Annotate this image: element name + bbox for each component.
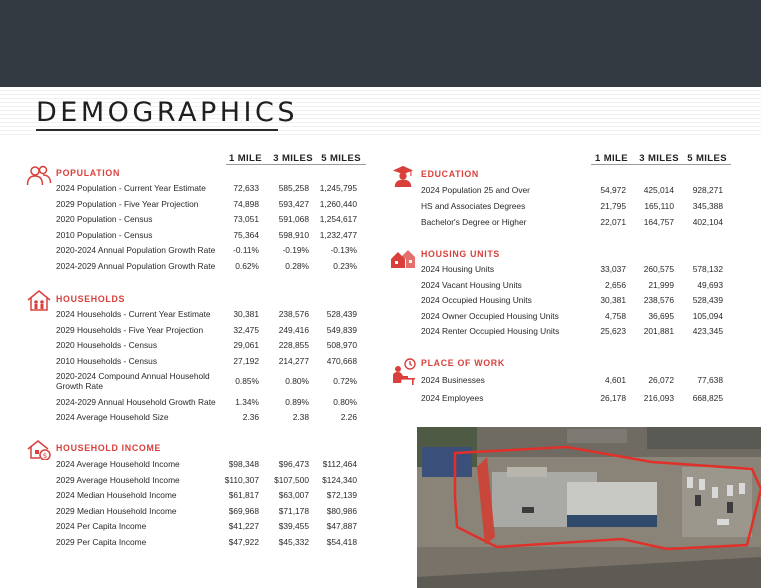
value-v1: 30,381 — [600, 295, 626, 306]
value-v3: 585,258 — [278, 183, 309, 193]
value-v3: $71,178 — [278, 505, 309, 516]
row-label-text: 2024 Renter Occupied Housing Units — [421, 326, 560, 337]
table-row — [56, 521, 357, 536]
value-v1: $98,348 — [228, 459, 259, 469]
table-row — [56, 214, 357, 229]
row-label-text: 2010 Households - Census — [56, 355, 158, 366]
value-v3: 593,427 — [278, 198, 309, 209]
value-v1: 21,795 — [600, 201, 626, 211]
table-row — [421, 264, 723, 279]
value-v3: 26,072 — [648, 375, 674, 385]
row-label-text: 2029 Average Household Income — [56, 474, 180, 485]
value-v5: 1,232,477 — [319, 229, 357, 240]
row-label-text: 2024 Median Household Income — [56, 490, 177, 500]
table-row — [56, 340, 357, 355]
value-v3: 238,576 — [278, 309, 309, 319]
value-v3: $63,007 — [278, 490, 309, 500]
row-label — [56, 261, 215, 271]
value-v5: 0.23% — [333, 261, 357, 271]
row-label — [56, 537, 146, 547]
table-row — [421, 326, 723, 341]
row-label — [421, 295, 532, 305]
houses-icon — [390, 247, 416, 269]
table-row — [421, 393, 723, 408]
value-v3: 165,110 — [644, 201, 674, 211]
value-v3: 228,855 — [278, 340, 309, 350]
value-v5: 578,132 — [692, 264, 723, 274]
graduate-icon — [390, 165, 416, 187]
value-v3: 591,068 — [278, 214, 309, 225]
value-v1: 75,364 — [233, 229, 259, 240]
row-label — [56, 309, 211, 319]
row-label-text: 2029 Per Capita Income — [56, 536, 147, 547]
value-v5: 77,638 — [697, 375, 723, 385]
row-label-text: 2020 Population - Census — [56, 214, 153, 225]
table-row — [56, 325, 357, 340]
col-header-1-mile: 1 MILE — [228, 153, 262, 164]
table-row — [56, 412, 357, 427]
value-v5: 668,825 — [692, 392, 723, 403]
value-v1: 4,758 — [605, 310, 626, 321]
value-v3: 2.38 — [292, 412, 309, 422]
value-v5: 528,439 — [692, 295, 723, 306]
aerial-site-photo — [417, 427, 761, 588]
row-label-text: 2024 Businesses — [421, 375, 485, 385]
value-v1: 0.62% — [235, 261, 259, 271]
col-header-5-miles: 5 MILES — [321, 153, 361, 164]
value-v5: -0.13% — [330, 245, 357, 256]
value-v5: $80,986 — [326, 505, 357, 516]
house-dollar-icon — [26, 438, 52, 460]
row-label — [56, 412, 169, 422]
row-label — [421, 311, 559, 321]
section-title-household-income: HOUSEHOLD INCOME — [56, 443, 162, 453]
table-row — [56, 371, 357, 391]
value-v3: 21,999 — [648, 279, 674, 290]
value-v1: 72,633 — [233, 183, 259, 193]
value-v3: -0.19% — [282, 245, 309, 256]
top-banner — [0, 0, 761, 87]
value-v1: $41,227 — [228, 521, 259, 531]
table-row — [56, 309, 357, 324]
row-label-text: 2024 Housing Units — [421, 264, 495, 274]
row-label-text: 2020-2024 Compound Annual Household — [56, 371, 210, 381]
row-label-text: 2010 Population - Census — [56, 229, 153, 240]
row-label-text: 2024 Per Capita Income — [56, 521, 147, 531]
col-header-3-miles: 3 MILES — [273, 153, 313, 164]
table-row — [56, 475, 357, 490]
value-v3: $39,455 — [278, 521, 309, 531]
table-row — [421, 375, 723, 390]
value-v1: 30,381 — [233, 309, 259, 319]
row-label — [56, 521, 146, 531]
col-header-3-miles-right: 3 MILES — [639, 153, 679, 164]
table-row — [421, 280, 723, 295]
value-v5: 470,668 — [326, 355, 357, 366]
row-label-text-line2: Growth Rate — [56, 381, 104, 391]
section-title-households: HOUSEHOLDS — [56, 294, 126, 304]
page-title: DEMOGRAPHICS — [36, 97, 298, 128]
value-v5: 1,245,795 — [319, 183, 357, 193]
row-label — [56, 371, 210, 391]
value-v5: 49,693 — [697, 279, 723, 290]
value-v5: 928,271 — [692, 185, 723, 195]
section-title-place-of-work: PLACE OF WORK — [421, 358, 505, 368]
value-v1: 22,071 — [600, 217, 626, 227]
house-family-icon — [26, 289, 52, 311]
value-v1: 1.34% — [235, 396, 259, 407]
row-label — [56, 459, 180, 469]
value-v3: 425,014 — [643, 185, 674, 195]
value-v5: 528,439 — [326, 309, 357, 319]
section-title-education: EDUCATION — [421, 169, 479, 179]
row-label — [56, 506, 177, 516]
value-v5: 1,260,440 — [319, 198, 357, 209]
svg-text:$: $ — [42, 452, 48, 460]
table-row — [56, 230, 357, 245]
row-label — [56, 199, 198, 209]
value-v3: $45,332 — [278, 536, 309, 547]
row-label-text: 2029 Population - Five Year Projection — [56, 198, 199, 209]
table-row — [56, 199, 357, 214]
title-underline — [36, 129, 278, 131]
section-title-population: POPULATION — [56, 168, 121, 178]
value-v3: 164,757 — [643, 217, 674, 227]
value-v1: 32,475 — [233, 324, 259, 335]
row-label — [56, 340, 157, 350]
row-label-text: 2024-2029 Annual Household Growth Rate — [56, 396, 216, 407]
row-label — [421, 375, 485, 385]
value-v1: 29,061 — [233, 340, 259, 350]
row-label — [56, 325, 203, 335]
row-label-text: Bachelor's Degree or Higher — [421, 217, 527, 227]
value-v1: -0.11% — [233, 245, 259, 256]
value-v1: 73,051 — [233, 214, 259, 225]
row-label-text: 2024 Average Household Size — [56, 412, 169, 422]
value-v1: 0.85% — [235, 376, 259, 386]
value-v1: $110,307 — [224, 474, 259, 485]
row-label-text: 2024 Average Household Income — [56, 459, 180, 469]
row-label-text: 2024 Employees — [421, 392, 484, 403]
table-row — [56, 506, 357, 521]
row-label-text: 2024 Occupied Housing Units — [421, 295, 532, 306]
table-row — [421, 311, 723, 326]
value-v3: 0.28% — [285, 261, 309, 271]
value-v5: 105,094 — [692, 310, 723, 321]
table-row — [421, 217, 723, 232]
value-v1: 2.36 — [242, 412, 259, 422]
row-label — [421, 185, 530, 195]
value-v3: 249,416 — [278, 324, 309, 335]
row-label-text: HS and Associates Degrees — [421, 201, 526, 211]
value-v1: 74,898 — [233, 198, 259, 209]
row-label — [56, 356, 157, 366]
value-v1: 2,656 — [605, 279, 626, 290]
row-label — [421, 217, 526, 227]
value-v5: 423,345 — [692, 326, 723, 337]
value-v1: 25,623 — [600, 326, 626, 337]
value-v3: $96,473 — [278, 459, 309, 469]
value-v5: $47,887 — [326, 521, 357, 531]
table-row — [421, 185, 723, 200]
table-row — [56, 245, 357, 260]
value-v1: 54,972 — [600, 185, 626, 195]
row-label — [56, 475, 180, 485]
table-row — [56, 397, 357, 412]
value-v3: 216,093 — [643, 392, 674, 403]
value-v5: 2.26 — [340, 412, 357, 422]
people-icon — [26, 164, 52, 186]
table-row — [421, 201, 723, 216]
table-row — [56, 490, 357, 505]
table-row — [56, 261, 357, 276]
row-label — [56, 490, 177, 500]
value-v1: $69,968 — [228, 505, 259, 516]
row-label — [421, 264, 494, 274]
value-v5: 0.72% — [333, 376, 357, 386]
row-label-text: 2029 Households - Five Year Projection — [56, 324, 204, 335]
value-v3: 238,576 — [643, 295, 674, 306]
value-v1: 33,037 — [600, 264, 626, 274]
value-v1: $61,817 — [228, 490, 259, 500]
value-v3: 0.80% — [285, 376, 309, 386]
value-v3: 598,910 — [278, 229, 309, 240]
header-rule-left — [226, 164, 366, 165]
value-v1: 27,192 — [233, 355, 259, 366]
row-label — [421, 326, 559, 336]
value-v5: $72,139 — [326, 490, 357, 500]
row-label — [56, 230, 152, 240]
value-v5: 1,254,617 — [319, 214, 357, 225]
col-header-5-miles-right: 5 MILES — [687, 153, 727, 164]
row-label-text: 2020 Households - Census — [56, 340, 158, 350]
row-label — [421, 280, 522, 290]
value-v5: 345,388 — [692, 201, 723, 211]
table-row — [56, 459, 357, 474]
value-v3: 201,881 — [643, 326, 674, 337]
row-label — [421, 393, 483, 403]
row-label-text: 2029 Median Household Income — [56, 505, 177, 516]
header-rule-right — [591, 164, 731, 165]
value-v3: 214,277 — [278, 355, 309, 366]
value-v1: 4,601 — [605, 375, 626, 385]
value-v3: 260,575 — [643, 264, 674, 274]
section-title-housing-units: HOUSING UNITS — [421, 249, 500, 259]
value-v5: $54,418 — [326, 536, 357, 547]
table-row — [56, 356, 357, 371]
row-label — [421, 201, 525, 211]
row-label-text: 2024 Households - Current Year Estimate — [56, 309, 211, 319]
value-v5: 549,839 — [326, 324, 357, 335]
value-v5: $112,464 — [322, 459, 357, 469]
value-v5: 0.80% — [333, 396, 357, 407]
row-label-text: 2024-2029 Annual Population Growth Rate — [56, 261, 216, 271]
table-row — [421, 295, 723, 310]
row-label-text: 2024 Population 25 and Over — [421, 185, 530, 195]
value-v3: 36,695 — [648, 310, 674, 321]
value-v3: 0.89% — [285, 396, 309, 407]
row-label — [56, 183, 206, 193]
value-v5: 402,104 — [692, 217, 723, 227]
value-v5: 508,970 — [326, 340, 357, 350]
table-row — [56, 183, 357, 198]
value-v3: $107,500 — [274, 474, 309, 485]
worker-desk-icon — [390, 357, 416, 387]
table-row — [56, 537, 357, 552]
row-label — [56, 245, 215, 255]
row-label-text: 2024 Vacant Housing Units — [421, 279, 522, 290]
row-label-text: 2024 Owner Occupied Housing Units — [421, 310, 559, 321]
row-label-text: 2024 Population - Current Year Estimate — [56, 183, 206, 193]
row-label — [56, 397, 216, 407]
row-label-text: 2020-2024 Annual Population Growth Rate — [56, 245, 216, 256]
row-label — [56, 214, 152, 224]
col-header-1-mile-right: 1 MILE — [594, 153, 628, 164]
value-v1: $47,922 — [228, 536, 259, 547]
value-v5: $124,340 — [322, 474, 357, 485]
value-v1: 26,178 — [600, 392, 626, 403]
